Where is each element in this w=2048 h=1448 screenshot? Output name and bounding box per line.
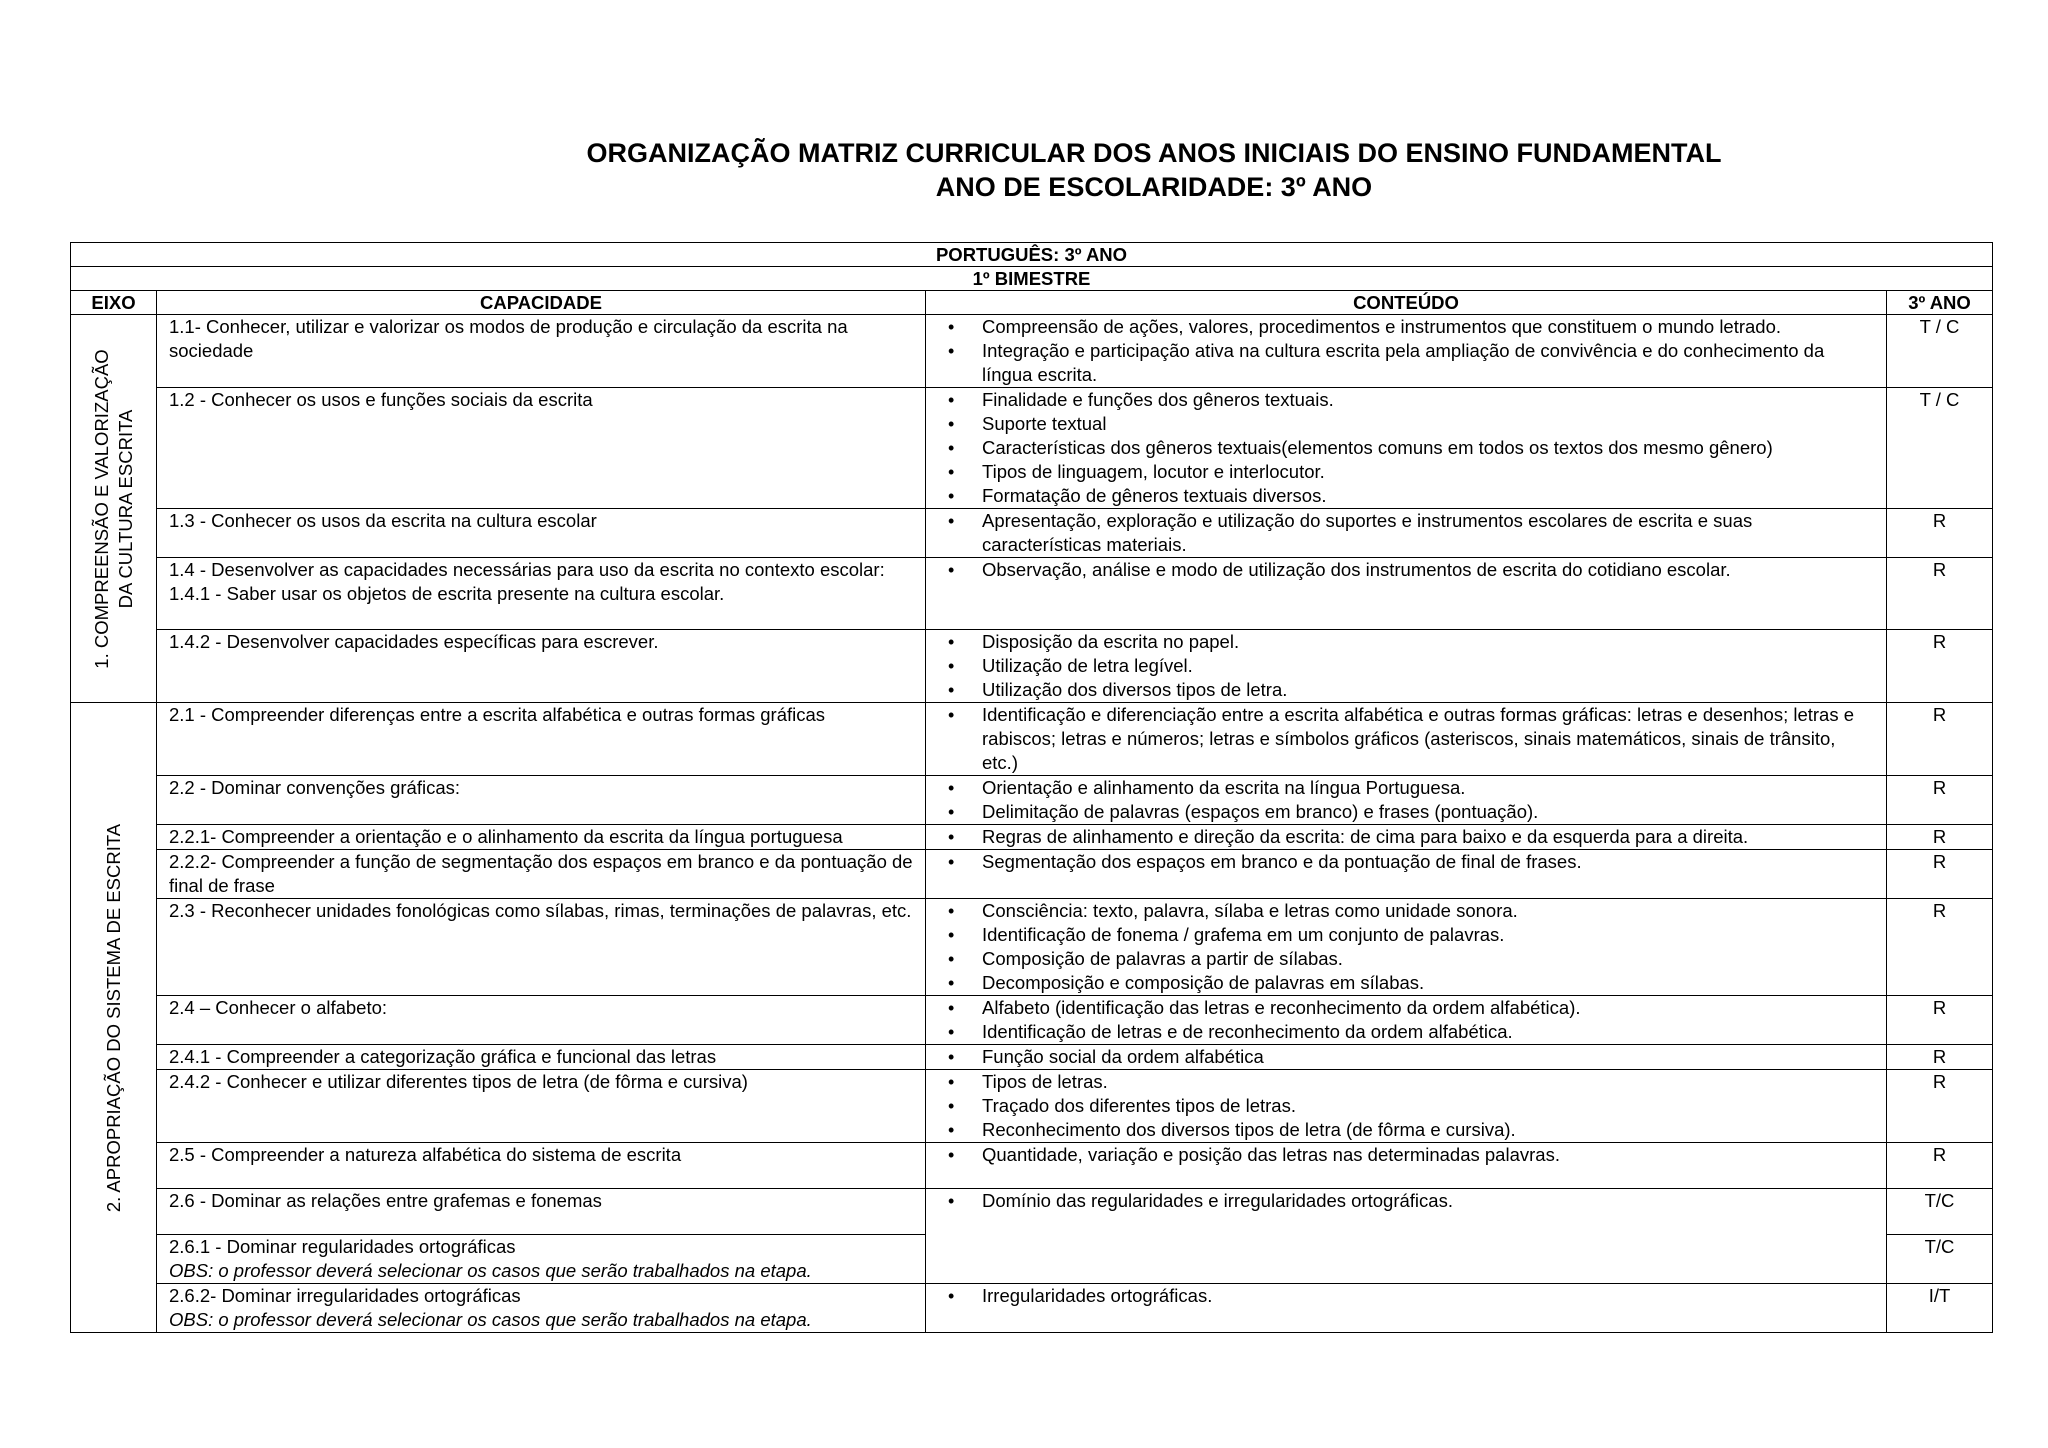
capacidade-cell: 1.3 - Conhecer os usos da escrita na cultura escolar (157, 509, 926, 558)
conteudo-cell (926, 1284, 1887, 1333)
list-item: • Disposição da escrita no papel. (938, 630, 1874, 654)
obs-note: OBS: o professor deverá selecionar os casos que serão trabalhados na etapa. (169, 1309, 812, 1330)
ano-cell: R (1887, 1143, 1993, 1189)
capacidade-cell (157, 1284, 926, 1333)
table-row (71, 850, 1993, 899)
capacidade-text: 2.6.2- Dominar irregularidades ortográficas (169, 1285, 521, 1306)
list-item: • Função social da ordem alfabética (938, 1045, 1874, 1069)
capacidade-text: 2.6.1 - Dominar regularidades ortográficas (169, 1236, 516, 1257)
ano-cell: R (1887, 899, 1993, 996)
table-row (71, 630, 1993, 703)
title-line-2: ANO DE ESCOLARIDADE: 3º ANO (935, 172, 1373, 202)
list-item: • Traçado dos diferentes tipos de letras. (938, 1094, 1874, 1118)
ano-cell: R (1887, 509, 1993, 558)
conteudo-cell (926, 630, 1887, 703)
conteudo-cell (926, 1143, 1887, 1189)
subject-row (71, 243, 1993, 267)
capacidade-cell: 1.4.2 - Desenvolver capacidades específicas para escrever. (157, 630, 926, 703)
list-item: • Alfabeto (identificação das letras e reconhecimento da ordem alfabética). (938, 996, 1874, 1020)
capacidade-cell: 2.3 - Reconhecer unidades fonológicas como sílabas, rimas, terminações de palavras, etc. (157, 899, 926, 996)
conteudo-cell (926, 825, 1887, 850)
list-item: • Identificação e diferenciação entre a escrita alfabética e outras formas gráficas: letras e desenhos; letras e rabiscos; letras e números; letras e símbolos gráficos (asteriscos, sinais matemáticos, sinais de trânsito, etc.) (938, 703, 1874, 775)
eixo-2-cell (71, 703, 157, 1333)
period-header: 1º BIMESTRE (71, 267, 1993, 291)
conteudo-cell (926, 996, 1887, 1045)
table-row (71, 1284, 1993, 1333)
list-item: • Suporte textual (938, 412, 1874, 436)
capacidade-cell: 2.6 - Dominar as relações entre grafemas e fonemas (157, 1189, 926, 1235)
table-row (71, 996, 1993, 1045)
table-row (71, 388, 1993, 509)
table-row (71, 509, 1993, 558)
column-header-row (71, 291, 1993, 315)
table-row (71, 703, 1993, 776)
table-row (71, 1070, 1993, 1143)
obs-note: OBS: o professor deverá selecionar os casos que serão trabalhados na etapa. (169, 1260, 812, 1281)
list-item: • Apresentação, exploração e utilização do suportes e instrumentos escolares de escrita e suas características materiais. (938, 509, 1874, 557)
title-line-1: ORGANIZAÇÃO MATRIZ CURRICULAR DOS ANOS INICIAIS DO ENSINO FUNDAMENTAL (586, 138, 1722, 168)
eixo-1-cell (71, 315, 157, 703)
table-row (71, 825, 1993, 850)
list-item: • Utilização dos diversos tipos de letra. (938, 678, 1874, 702)
conteudo-cell (926, 899, 1887, 996)
eixo-1-label (90, 349, 138, 668)
capacidade-cell: 2.2.1- Compreender a orientação e o alinhamento da escrita da língua portuguesa (157, 825, 926, 850)
conteudo-cell (926, 388, 1887, 509)
list-item: • Utilização de letra legível. (938, 654, 1874, 678)
list-item: • Compreensão de ações, valores, procedimentos e instrumentos que constituem o mundo letrado. (938, 315, 1874, 339)
ano-cell: R (1887, 776, 1993, 825)
eixo-1-line-1: 1. COMPREENSÃO E VALORIZAÇÃO (90, 348, 112, 669)
conteudo-cell (926, 1045, 1887, 1070)
document-title (0, 136, 2048, 204)
ano-cell: R (1887, 1045, 1993, 1070)
ano-cell: R (1887, 630, 1993, 703)
list-item: • Decomposição e composição de palavras em sílabas. (938, 971, 1874, 995)
capacidade-cell: 2.5 - Compreender a natureza alfabética do sistema de escrita (157, 1143, 926, 1189)
ano-cell: R (1887, 558, 1993, 630)
capacidade-subtext: 1.4.1 - Saber usar os objetos de escrita presente na cultura escolar. (169, 583, 725, 604)
list-item: • Integração e participação ativa na cultura escrita pela ampliação de convivência e do conhecimento da língua escrita. (938, 339, 1874, 387)
capacidade-cell: 2.4.2 - Conhecer e utilizar diferentes tipos de letra (de fôrma e cursiva) (157, 1070, 926, 1143)
capacidade-cell: 1.1- Conhecer, utilizar e valorizar os modos de produção e circulação da escrita na sociedade (157, 315, 926, 388)
capacidade-cell: 2.1 - Compreender diferenças entre a escrita alfabética e outras formas gráficas (157, 703, 926, 776)
conteudo-cell (926, 1070, 1887, 1143)
capacidade-cell: 1.2 - Conhecer os usos e funções sociais da escrita (157, 388, 926, 509)
table-row (71, 1045, 1993, 1070)
list-item: • Consciência: texto, palavra, sílaba e letras como unidade sonora. (938, 899, 1874, 923)
conteudo-cell (926, 558, 1887, 630)
table-row (71, 558, 1993, 630)
capacidade-cell: 2.4.1 - Compreender a categorização gráfica e funcional das letras (157, 1045, 926, 1070)
list-item: • Observação, análise e modo de utilização dos instrumentos de escrita do cotidiano escolar. (938, 558, 1874, 582)
header-capacidade: CAPACIDADE (157, 291, 926, 315)
list-item: • Regras de alinhamento e direção da escrita: de cima para baixo e da esquerda para a direita. (938, 825, 1874, 849)
list-item: • Tipos de letras. (938, 1070, 1874, 1094)
header-eixo: EIXO (71, 291, 157, 315)
list-item: • Domínio das regularidades e irregularidades ortográficas. (938, 1189, 1874, 1213)
eixo-1-line-2: DA CULTURA ESCRITA (114, 409, 136, 608)
list-item: • Delimitação de palavras (espaços em branco) e frases (pontuação). (938, 800, 1874, 824)
eixo-2-label: 2. APROPRIAÇÃO DO SISTEMA DE ESCRITA (102, 823, 124, 1212)
curriculum-table (70, 242, 1993, 1333)
list-item: • Identificação de letras e de reconhecimento da ordem alfabética. (938, 1020, 1874, 1044)
list-item: • Segmentação dos espaços em branco e da pontuação de final de frases. (938, 850, 1874, 874)
list-item: • Reconhecimento dos diversos tipos de letra (de fôrma e cursiva). (938, 1118, 1874, 1142)
subject-header: PORTUGUÊS: 3º ANO (71, 243, 1993, 267)
table-row (71, 776, 1993, 825)
list-item: • Identificação de fonema / grafema em um conjunto de palavras. (938, 923, 1874, 947)
conteudo-cell (926, 509, 1887, 558)
ano-cell: R (1887, 850, 1993, 899)
capacidade-cell (157, 558, 926, 630)
period-row (71, 267, 1993, 291)
ano-cell: R (1887, 703, 1993, 776)
capacidade-cell: 2.4 – Conhecer o alfabeto: (157, 996, 926, 1045)
header-ano: 3º ANO (1887, 291, 1993, 315)
list-item: • Características dos gêneros textuais(elementos comuns em todos os textos dos mesmo gênero) (938, 436, 1874, 460)
conteudo-cell (926, 703, 1887, 776)
table-row (71, 315, 1993, 388)
list-item: • Composição de palavras a partir de sílabas. (938, 947, 1874, 971)
table-row (71, 1143, 1993, 1189)
table-row (71, 1189, 1993, 1235)
capacidade-text: 1.4 - Desenvolver as capacidades necessárias para uso da escrita no contexto escolar: (169, 559, 885, 580)
capacidade-cell: 2.2.2- Compreender a função de segmentação dos espaços em branco e da pontuação de final de frase (157, 850, 926, 899)
conteudo-cell (926, 776, 1887, 825)
ano-cell: R (1887, 996, 1993, 1045)
ano-cell: T / C (1887, 315, 1993, 388)
list-item: • Irregularidades ortográficas. (938, 1284, 1874, 1308)
conteudo-cell (926, 315, 1887, 388)
header-conteudo: CONTEÚDO (926, 291, 1887, 315)
conteudo-cell (926, 1189, 1887, 1284)
ano-cell: R (1887, 1070, 1993, 1143)
list-item: • Formatação de gêneros textuais diversos. (938, 484, 1874, 508)
ano-cell: T/C (1887, 1235, 1993, 1284)
list-item: • Orientação e alinhamento da escrita na língua Portuguesa. (938, 776, 1874, 800)
ano-cell: T / C (1887, 388, 1993, 509)
conteudo-cell (926, 850, 1887, 899)
list-item: • Finalidade e funções dos gêneros textuais. (938, 388, 1874, 412)
ano-cell: I/T (1887, 1284, 1993, 1333)
list-item: • Quantidade, variação e posição das letras nas determinadas palavras. (938, 1143, 1874, 1167)
list-item: • Tipos de linguagem, locutor e interlocutor. (938, 460, 1874, 484)
capacidade-cell: 2.2 - Dominar convenções gráficas: (157, 776, 926, 825)
table-row (71, 899, 1993, 996)
capacidade-cell (157, 1235, 926, 1284)
ano-cell: R (1887, 825, 1993, 850)
ano-cell: T/C (1887, 1189, 1993, 1235)
